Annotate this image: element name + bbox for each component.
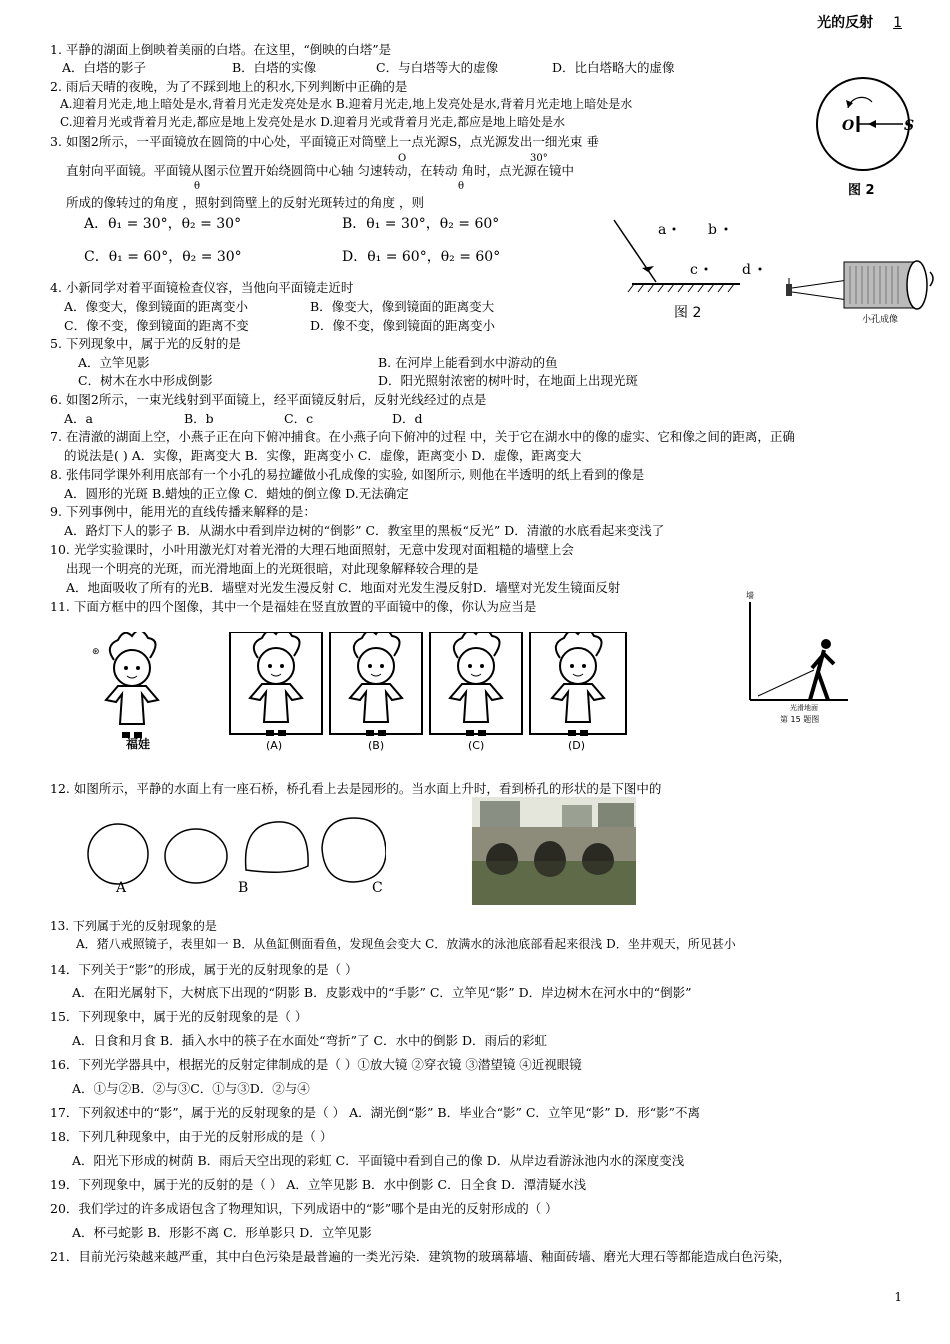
q11-stem: 11. 下面方框中的四个图像，其中一个是福娃在竖直放置的平面镜中的像，你认为应当是	[50, 599, 537, 614]
q6-option-c: C．c	[284, 411, 314, 426]
q1-stem: 1. 平静的湖面上倒映着美丽的白塔。在这里，“倒映的白塔”是	[50, 42, 392, 57]
q5-option-c: C．树木在水中形成倒影	[78, 373, 213, 388]
q7-line2: 的说法是( ) A．实像，距离变大 B．实像，距离变小 C．虚像，距离变小 D．虚像，距离变大	[64, 448, 582, 463]
q3-axis-symbol: O	[398, 153, 407, 164]
q17-stem: 17．下列叙述中的“影”，属于光的反射现象的是（ ） A．湖光倒“影” B．毕业合“影” C．立竿见“影” D．形“影”不离	[50, 1105, 700, 1120]
shape-label-c: C	[372, 880, 383, 896]
q14-options: A．在阳光属射下，大树底下出现的“阴影 B．皮影戏中的“手影” C．立竿见“影” D．岸边树木在河水中的“倒影”	[72, 985, 692, 1000]
q8-stem: 8. 张伟同学课外利用底部有一个小孔的易拉罐做小孔成像的实验, 如图所示, 则他在半透明的纸上看到的像是	[50, 467, 645, 482]
q3-theta2: θ	[458, 181, 465, 192]
q1-option-b: B．白塔的实像	[232, 60, 317, 75]
q10-options: A．地面吸收了所有的光B．墙壁对光发生漫反射 C．地面对光发生漫反射D．墙壁对光发生镜面反射	[66, 580, 621, 595]
q5-stem: 5. 下列现象中，属于光的反射的是	[50, 336, 241, 351]
q3-angle-symbol: 30°	[530, 153, 548, 164]
q18-stem: 18．下列几种现象中，由于光的反射形成的是（ ）	[50, 1129, 333, 1144]
page-title: 光的反射	[817, 15, 874, 31]
fuwa-option-d-label: (D)	[568, 739, 586, 752]
figure-caption-mirror: 图 2	[674, 305, 702, 321]
q3-option-c: C．θ₁ = 60°，θ₂ = 30°	[84, 249, 242, 265]
q19-stem: 19．下列现象中，属于光的反射的是（ ） A．立竿见影 B．水中倒影 C．日全食 D．潭清疑水浅	[50, 1177, 587, 1192]
q2-options-ab: A.迎着月光走,地上暗处是水,背着月光走发亮处是水 B.迎着月光走,地上发亮处是水,背着月光走地上暗处是水	[60, 97, 633, 111]
figure-pinhole-camera	[784, 254, 934, 326]
point-d: d	[742, 262, 751, 278]
fuwa-label: 福娃	[126, 737, 151, 751]
q4-option-c: C．像不变，像到镜面的距离不变	[64, 318, 249, 333]
q13-stem: 13. 下列属于光的反射现象的是	[50, 919, 217, 933]
q20-stem: 20．我们学过的许多成语包含了物理知识，下列成语中的“影”哪个是由光的反射形成的（ ）	[50, 1201, 558, 1216]
q16-stem: 16．下列光学器具中，根据光的反射定律制成的是（ ）①放大镜 ②穿衣镜 ③潜望镜 ④近视眼镜	[50, 1057, 582, 1072]
bridge-photo	[472, 797, 636, 905]
q3-option-d: D．θ₁ = 60°，θ₂ = 60°	[342, 249, 501, 265]
q3-line2: 直射向平面镜。平面镜从图示位置开始绕圆筒中心轴 匀速转动，在转动 角时，点光源在镜中	[66, 163, 574, 178]
q1-option-d: D．比白塔略大的虚像	[552, 60, 675, 75]
shape-label-a: A	[116, 880, 127, 896]
q5-option-d: D．阳光照射浓密的树叶时，在地面上出现光斑	[378, 373, 639, 388]
fuwa-option-c-label: (C)	[468, 739, 485, 752]
shape-label-b: B	[238, 880, 249, 896]
fuwa-option-b-label: (B)	[368, 739, 385, 752]
wall-label: 墙	[746, 591, 754, 600]
svg-text:⊛: ⊛	[92, 647, 100, 657]
floor-label: 光滑地面	[790, 704, 818, 712]
figure-fuwa-images	[86, 632, 631, 758]
q5-option-a: A．立竿见影	[78, 355, 150, 370]
q3-option-a: A．θ₁ = 30°，θ₂ = 30°	[84, 216, 242, 232]
q6-stem: 6. 如图2所示，一束光线射到平面镜上，经平面镜反射后，反射光线经过的点是	[50, 392, 487, 407]
q13-options: A．猪八戒照镜子，表里如一 B．从鱼缸侧面看鱼，发现鱼会变大 C．放满水的泳池底部看起来很浅 D．坐井观天，所见甚小	[76, 937, 736, 951]
point-b: b	[708, 222, 717, 238]
page-header	[817, 12, 902, 32]
figure15-caption: 第 15 题图	[780, 715, 820, 724]
figure-mirror-points	[612, 212, 772, 324]
q1-option-a: A．白塔的影子	[62, 60, 147, 75]
figure-caption-top: 图 2	[848, 183, 875, 197]
q21-stem: 21．目前光污染越来越严重，其中白色污染是最普遍的一类光污染．建筑物的玻璃幕墙、釉面砖墙、磨光大理石等都能造成白色污染，	[50, 1249, 791, 1264]
circle-label-o: O	[842, 118, 855, 134]
q20-options: A．杯弓蛇影 B．形影不离 C．形单影只 D．立竿见影	[72, 1225, 372, 1240]
q6-option-a: A．a	[64, 411, 93, 426]
q4-stem: 4. 小新同学对着平面镜检查仪容，当他向平面镜走近时	[50, 280, 354, 295]
q8-options: A．圆形的光斑 B.蜡烛的正立像 C．蜡烛的倒立像 D.无法确定	[64, 486, 409, 501]
q2-stem: 2. 雨后天晴的夜晚，为了不踩到地上的积水,下列判断中正确的是	[50, 79, 408, 94]
figure-wall-laser	[738, 588, 858, 728]
q1-option-c: C．与白塔等大的虚像	[376, 60, 499, 75]
q4-option-d: D．像不变，像到镜面的距离变小	[310, 318, 496, 333]
q3-option-b: B．θ₁ = 30°，θ₂ = 60°	[342, 216, 500, 232]
q3-line3: 所成的像转过的角度 ，照射到筒壁上的反射光斑转过的角度 ，则	[66, 195, 424, 210]
q5-option-b: B. 在河岸上能看到水中游动的鱼	[378, 355, 558, 370]
q15-stem: 15．下列现象中，属于光的反射现象的是（ ）	[50, 1009, 308, 1024]
q18-options: A．阳光下形成的树荫 B．雨后天空出现的彩虹 C．平面镜中看到自己的像 D．从岸边看游泳池内水的深度变浅	[72, 1153, 685, 1168]
q14-stem: 14．下列关于“影”的形成，属于光的反射现象的是（ ）	[50, 962, 358, 977]
q3-theta1: θ	[194, 181, 201, 192]
q10-line1: 10. 光学实验课时，小叶用激光灯对着光滑的大理石地面照射，无意中发现对面粗糙的墙壁上会	[50, 542, 574, 557]
q7-line1: 7. 在清澈的湖面上空，小燕子正在向下俯冲捕食。在小燕子向下俯冲的过程 中，关于它在湖水中的像的虚实、它和像之间的距离，正确	[50, 429, 795, 444]
q10-line2: 出现一个明亮的光斑，而光滑地面上的光斑很暗，对此现象解释较合理的是	[66, 561, 479, 576]
q4-option-b: B．像变大，像到镜面的距离变大	[310, 299, 495, 314]
q12-stem: 12. 如图所示，平静的水面上有一座石桥，桥孔看上去是园形的。当水面上升时，看到桥孔的形状的是下图中的	[50, 781, 662, 796]
q9-stem: 9. 下列事例中，能用光的直线传播来解释的是：	[50, 504, 316, 519]
q4-option-a: A．像变大，像到镜面的距离变小	[64, 299, 249, 314]
figure-cylinder-mirror	[808, 72, 923, 197]
q6-option-d: D．d	[392, 411, 423, 426]
q9-options: A．路灯下人的影子 B．从湖水中看到岸边树的“倒影” C．教室里的黑板“反光” D．清澈的水底看起来变浅了	[64, 523, 665, 538]
page-number: 1	[893, 15, 902, 31]
q15-options: A．日食和月食 B．插入水中的筷子在水面处“弯折”了 C．水中的倒影 D．雨后的彩虹	[72, 1033, 548, 1048]
q3-line1: 3. 如图2所示，一平面镜放在圆筒的中心处，平面镜正对筒壁上一点光源S，点光源发出一细光束 垂	[50, 134, 599, 149]
pinhole-caption: 小孔成像	[862, 315, 899, 325]
figure-bridge-arch-shapes	[86, 814, 386, 898]
q6-option-b: B．b	[184, 411, 214, 426]
q2-options-cd: C.迎着月光或背着月光走,都应是地上发亮处是水 D.迎着月光或背着月光走,都应是地上暗处是水	[60, 115, 566, 129]
point-c: c	[690, 262, 698, 278]
footer-page-number: 1	[894, 1290, 902, 1304]
fuwa-option-a-label: (A)	[266, 739, 283, 752]
q16-options: A．①与②B．②与③C．①与③D．②与④	[72, 1081, 310, 1096]
circle-label-s: S	[904, 118, 915, 134]
point-a: a	[658, 222, 667, 238]
